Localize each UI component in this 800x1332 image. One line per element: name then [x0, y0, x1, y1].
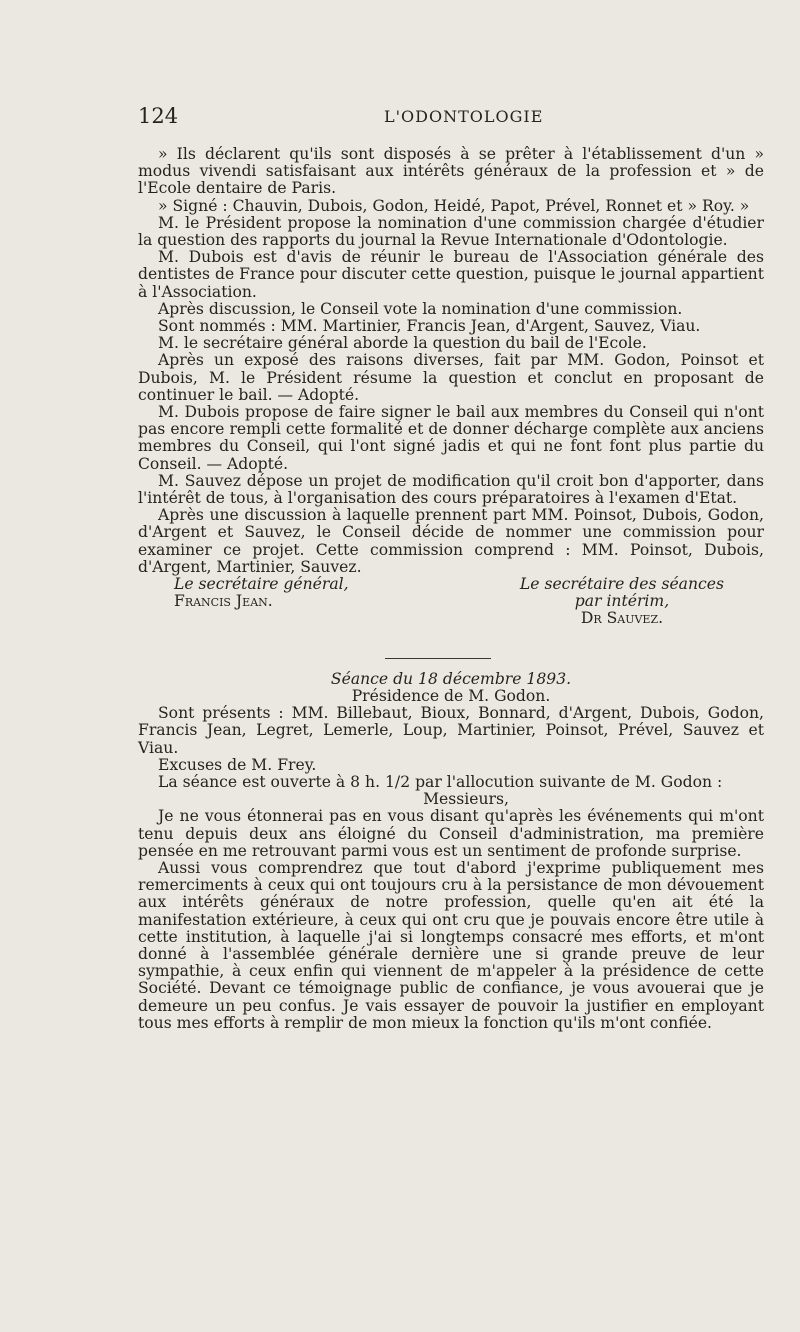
signature-left — [138, 576, 349, 628]
paragraph: » Signé : Chauvin, Dubois, Godon, Heidé, Papot, Prével, Ronnet et » Roy. » — [158, 196, 750, 215]
section-divider — [385, 658, 491, 659]
signature-right-sub: par intérim, — [574, 592, 670, 611]
paragraph: » Ils déclarent qu'ils sont disposés à se prêter à l'établissement d'un » modus vivendi satisfaisant aux intérêts généraux de la profession et » de l'Ecole dentaire de Paris. — [138, 145, 764, 198]
signature-right-name: Dr Sauvez. — [580, 609, 664, 628]
paragraph: M. Dubois est d'avis de réunir le bureau de l'Association générale des dentistes de France pour discuter cette question, puisque le journal appartient à l'Association. — [138, 248, 764, 301]
salutation: Messieurs, — [423, 790, 509, 809]
body-text — [138, 146, 764, 1032]
session-title: Séance du 18 décembre 1893. — [330, 669, 572, 688]
paragraph: Après un exposé des raisons diverses, fait par MM. Godon, Poinsot et Dubois, M. le Président résume la question et conclut en proposant de continuer le bail. — Adopté. — [138, 351, 764, 404]
paragraph: Je ne vous étonnerai pas en vous disant qu'après les événements qui m'ont tenu depuis deux ans éloigné du Conseil d'administration, ma première pensée en me retrouvant parmi vous est un sentiment de profonde surprise. — [138, 807, 764, 860]
session-presidency: Présidence de M. Godon. — [351, 686, 551, 705]
paragraph: Sont nommés : MM. Martinier, Francis Jean, d'Argent, Sauvez, Viau. — [158, 317, 701, 336]
paragraph: M. Dubois propose de faire signer le bail aux membres du Conseil qui n'ont pas encore rempli cette formalité et de donner décharge complète aux anciens membres du Conseil, qui l'ont signé jadis et qui ne font font plus partie du Conseil. — Adopté. — [138, 403, 764, 473]
paragraph: Sont présents : MM. Billebaut, Bioux, Bonnard, d'Argent, Dubois, Godon, Francis Jean, Legret, Lemerle, Loup, Martinier, Poinsot, Prével, Sauvez et Viau. — [138, 704, 764, 757]
page-number: 124 — [138, 104, 179, 128]
paragraph: Aussi vous comprendrez que tout d'abord j'exprime publiquement mes remerciments à ceux qui ont toujours cru à la persistance de mon dévouement aux intérêts généraux de notre profession, quelle qu'en ait été la manifestation extérieure, à ceux qui ont cru que je pouvais encore être utile à cette institution, à laquelle j'ai si longtemps consacré mes efforts, et m'ont donné à l'assemblée générale dernière une si grande preuve de leur sympathie, à ceux enfin qui viennent de m'appeler à la présidence de cette Société. Devant ce témoignage public de confiance, je vous avouerai que je demeure un peu confus. Je vais essayer de pouvoir la justifier en employant tous mes efforts à remplir de mon mieux la fonction qu'ils m'ont confiée. — [138, 858, 764, 1032]
paragraph: Après discussion, le Conseil vote la nomination d'une commission. — [158, 299, 683, 318]
page-header — [138, 104, 778, 130]
signature-right-title: Le secrétaire des séances — [519, 575, 724, 594]
paragraph: Après une discussion à laquelle prennent part MM. Poinsot, Dubois, Godon, d'Argent et Sauvez, le Conseil décide de nommer une commission pour examiner ce projet. Cette commission comprend : MM. Poinsot, Dubois, d'Argent, Martinier, Sauvez. — [138, 506, 764, 576]
signature-left-title: Le secrétaire général, — [174, 575, 349, 594]
paragraph: M. le Président propose la nomination d'une commission chargée d'étudier la question des rapports du journal la Revue Internationale d'Odontologie. — [138, 213, 764, 250]
paragraph: La séance est ouverte à 8 h. 1/2 par l'allocution suivante de M. Godon : — [158, 772, 723, 791]
running-title: L'ODONTOLOGIE — [384, 107, 544, 126]
signature-block — [138, 576, 764, 628]
signature-left-name: Francis Jean. — [174, 592, 273, 611]
paragraph: Excuses de M. Frey. — [158, 755, 317, 774]
signature-right — [520, 576, 764, 628]
paragraph: M. le secrétaire général aborde la question du bail de l'Ecole. — [158, 334, 647, 353]
paragraph: M. Sauvez dépose un projet de modification qu'il croit bon d'apporter, dans l'intérêt de tous, à l'organisation des cours préparatoires à l'examen d'Etat. — [138, 471, 764, 508]
